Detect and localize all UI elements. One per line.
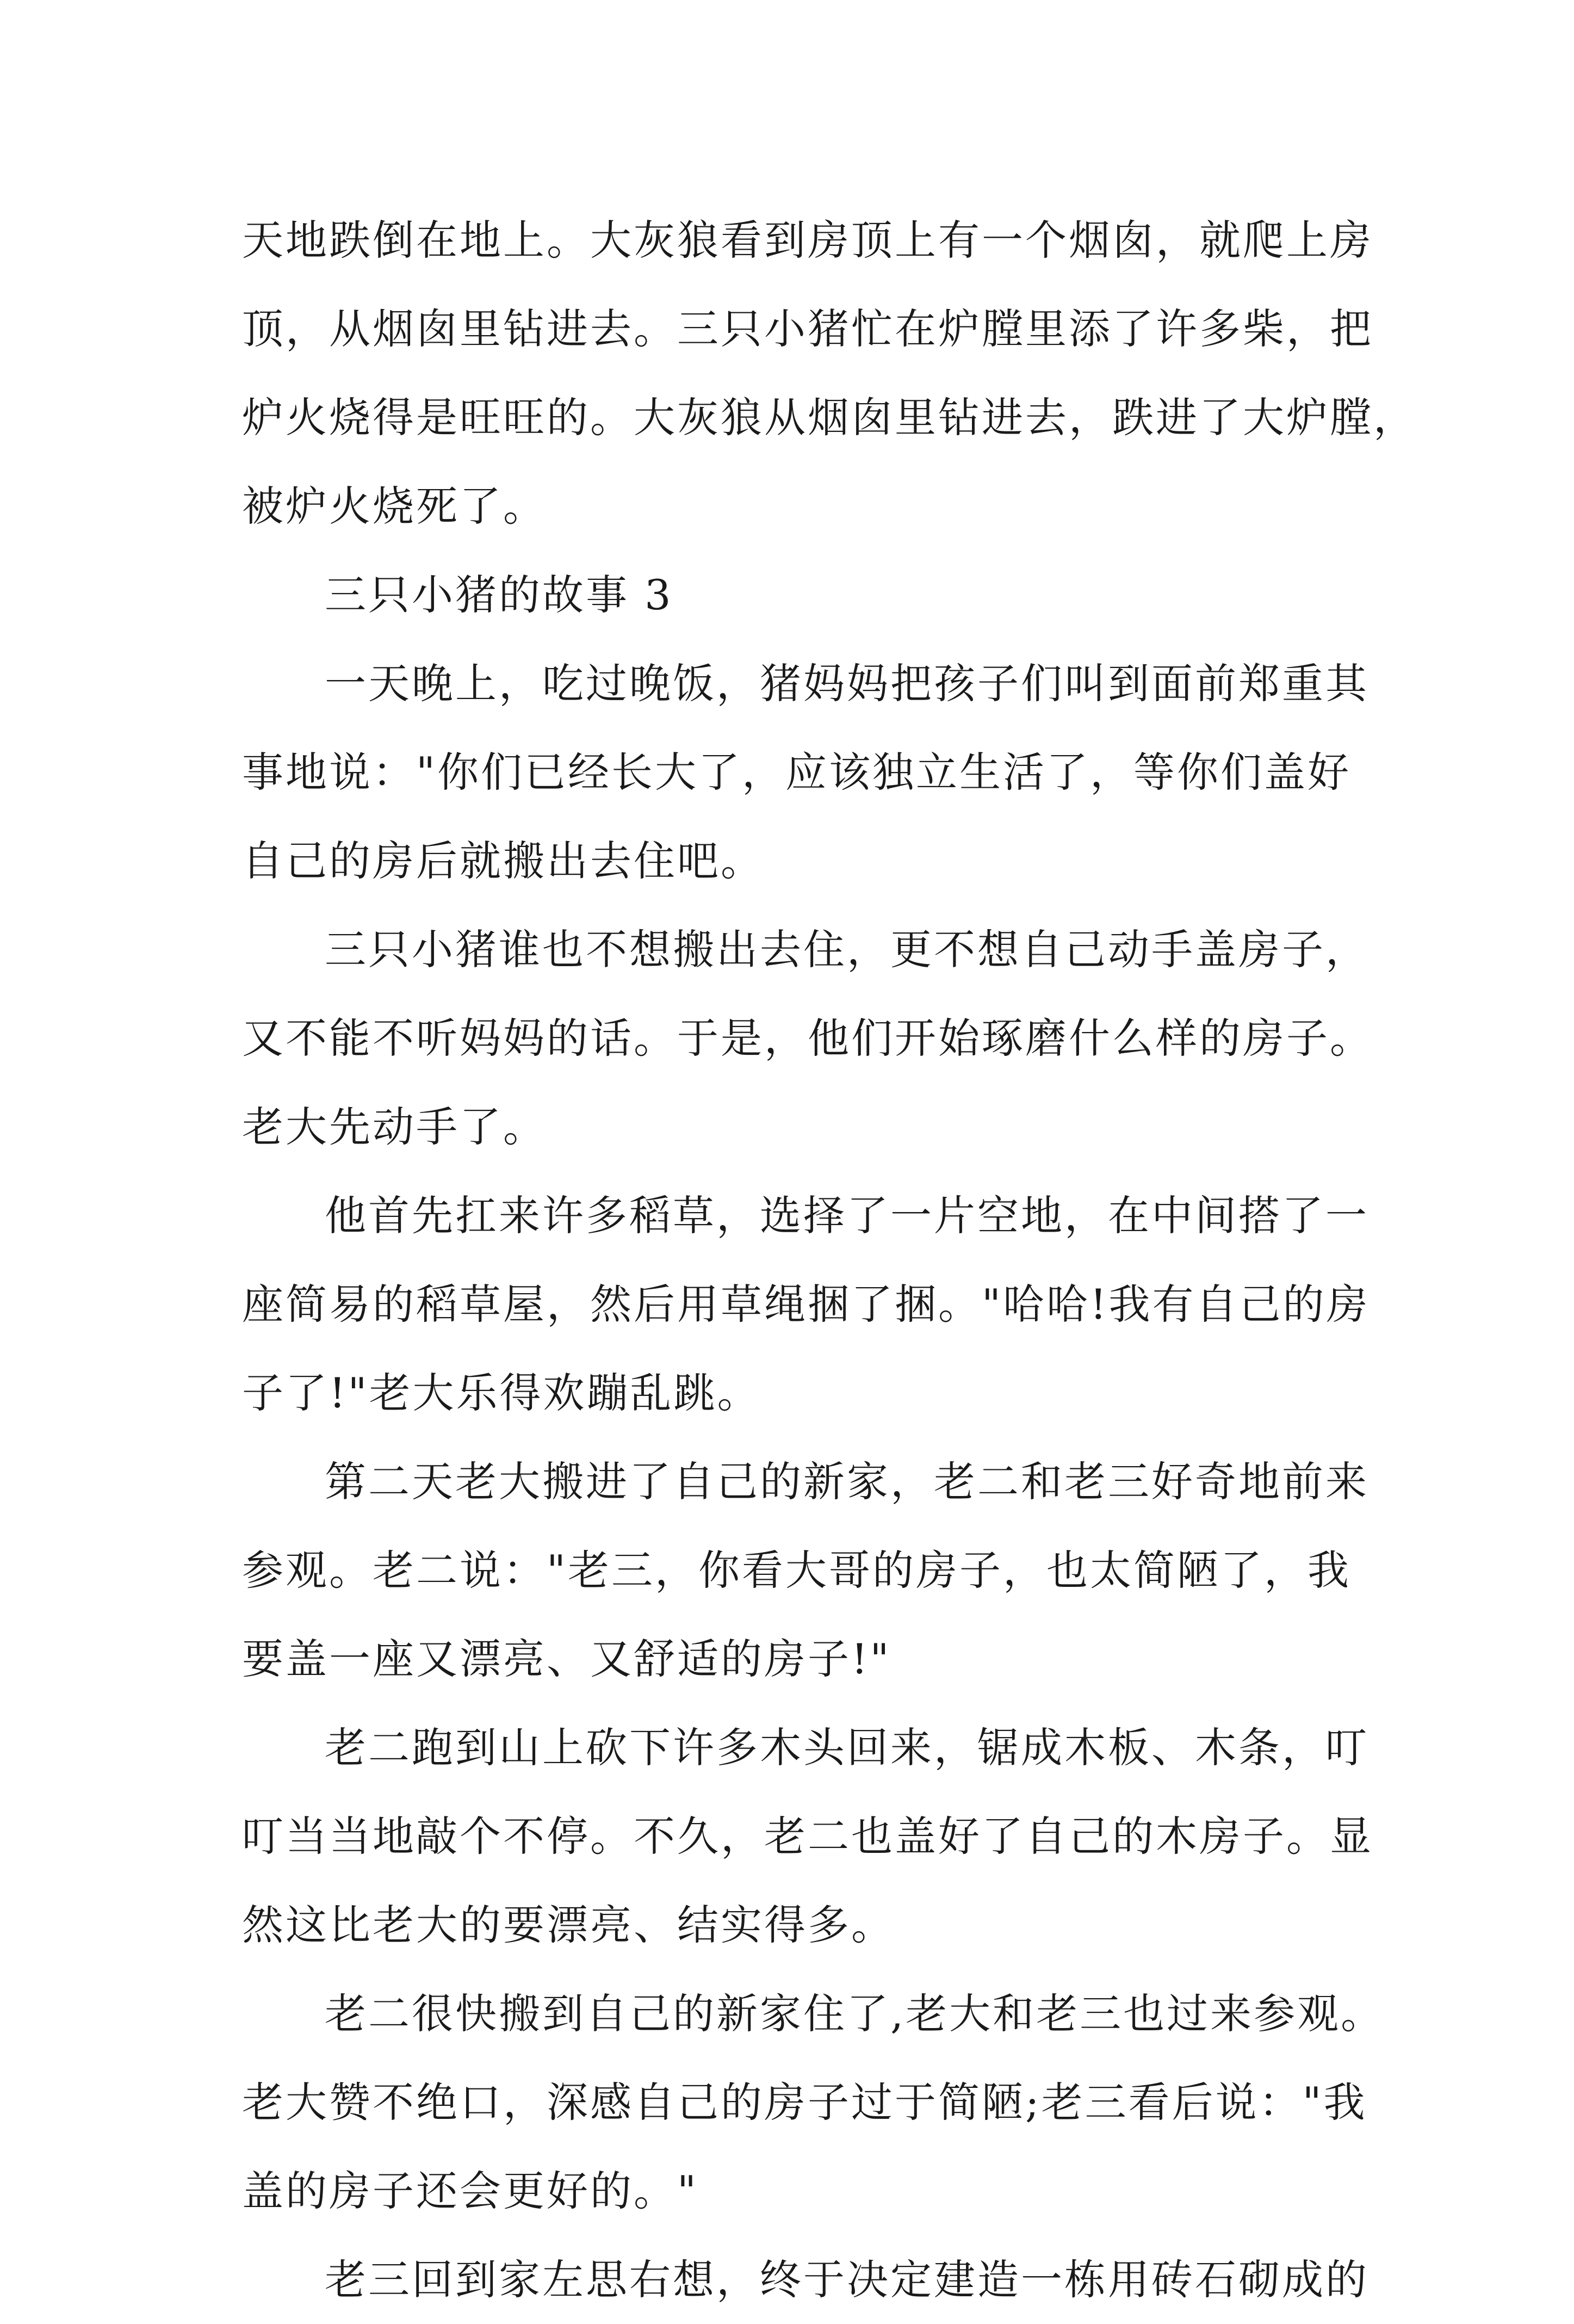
story-text (242, 196, 1417, 2324)
text-line: 子了!"老大乐得欢蹦乱跳。 (242, 1369, 761, 1417)
text-line: 老二很快搬到自己的新家住了,老大和老三也过来参观。 (325, 1989, 1385, 2038)
text-line: 顶，从烟囱里钻进去。三只小猪忙在炉膛里添了许多柴，把 (242, 305, 1373, 353)
text-line: 然这比老大的要漂亮、结实得多。 (242, 1901, 895, 1949)
text-line: 老三回到家左思右想，终于决定建造一栋用砖石砌成的 (325, 2255, 1369, 2304)
text-line: 一天晚上，吃过晚饭，猪妈妈把孩子们叫到面前郑重其 (325, 659, 1369, 708)
text-line: 第二天老大搬进了自己的新家，老二和老三好奇地前来 (325, 1457, 1369, 1506)
text-line: 被炉火烧死了。 (242, 482, 547, 530)
text-line: 要盖一座又漂亮、又舒适的房子!" (242, 1635, 891, 1683)
text-line: 又不能不听妈妈的话。于是，他们开始琢磨什么样的房子。 (242, 1014, 1373, 1062)
text-line: 盖的房子还会更好的。" (242, 2167, 698, 2215)
text-line: 自己的房后就搬出去住吧。 (242, 837, 764, 885)
text-line: 参观。老二说："老三，你看大哥的房子，也太简陋了，我 (242, 1546, 1351, 1594)
text-line: 三只小猪谁也不想搬出去住，更不想自己动手盖房子， (325, 925, 1369, 974)
section-heading: 三只小猪的故事 3 (325, 571, 673, 619)
text-line: 天地跌倒在地上。大灰狼看到房顶上有一个烟囱，就爬上房 (242, 216, 1373, 264)
text-line: 炉火烧得是旺旺的。大灰狼从烟囱里钻进去，跌进了大炉膛， (242, 393, 1417, 442)
text-line: 老二跑到山上砍下许多木头回来，锯成木板、木条，叮 (325, 1723, 1369, 1772)
text-line: 事地说："你们已经长大了，应该独立生活了，等你们盖好 (242, 748, 1351, 796)
text-line: 座简易的稻草屋，然后用草绳捆了捆。"哈哈!我有自己的房 (242, 1280, 1370, 1328)
text-line: 叮当当地敲个不停。不久，老二也盖好了自己的木房子。显 (242, 1812, 1373, 1861)
text-line: 他首先扛来许多稻草，选择了一片空地，在中间搭了一 (325, 1191, 1369, 1240)
text-line: 老大先动手了。 (242, 1103, 547, 1151)
text-line: 老大赞不绝口，深感自己的房子过于简陋;老三看后说："我 (242, 2078, 1367, 2127)
